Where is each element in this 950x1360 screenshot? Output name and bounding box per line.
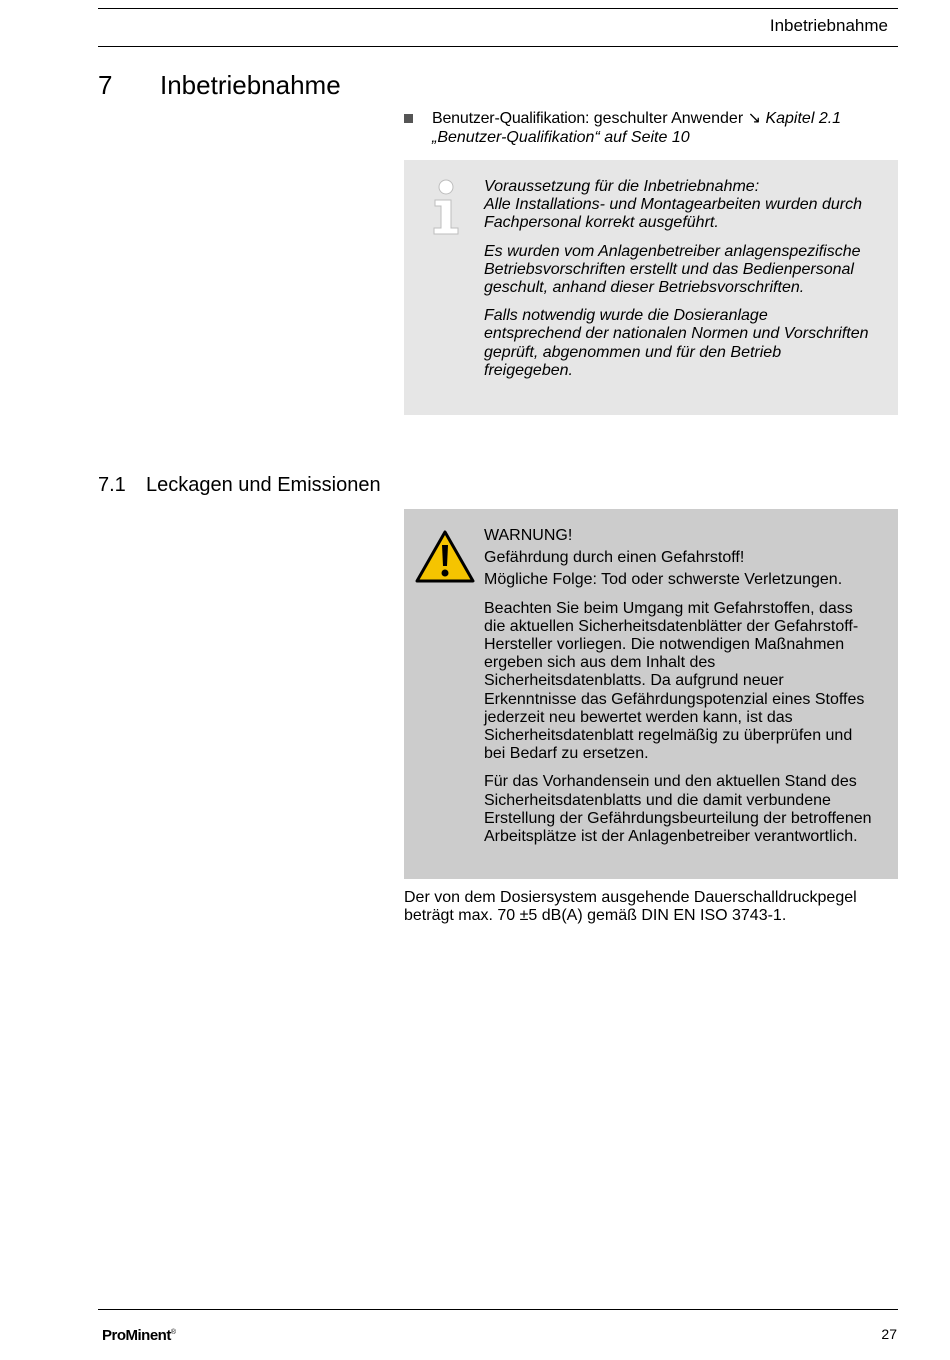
info-box — [404, 160, 898, 415]
qualification-cross-reference[interactable]: Kapitel 2.1 „Benutzer-Qualifikation“ auf Seite 10 — [432, 110, 842, 146]
prominent-logo — [102, 1327, 176, 1344]
info-title: Voraussetzung für die Inbetriebnahme: — [484, 178, 760, 195]
warning-subheading: Gefährdung durch einen Gefahrstoff! — [484, 549, 745, 567]
chapter-title: Inbetriebnahme — [160, 70, 341, 100]
bullet-square-icon — [404, 114, 413, 123]
warning-consequence: Mögliche Folge: Tod oder schwerste Verletzungen. — [484, 571, 843, 589]
info-line-1: Alle Installations- und Montagearbeiten wurden durch Fachpersonal korrekt ausgeführt. — [484, 196, 863, 232]
warning-triangle-icon — [414, 529, 476, 585]
page-number: 27 — [881, 1326, 897, 1342]
logo-text: ProMinent — [102, 1327, 171, 1344]
section-number: 7.1 — [98, 474, 126, 496]
info-line-3: Falls notwendig wurde die Dosieranlage entsprechend der nationalen Normen und Vorschriften geprüft, abgenommen und für den Betrieb freigegeben. — [484, 307, 869, 379]
cross-reference-arrow-icon: ↘ — [747, 110, 761, 127]
qualification-item — [404, 110, 884, 147]
body-paragraph: Der von dem Dosiersystem ausgehende Dauerschalldruckpegel beträgt max. 70 ±5 dB(A) gemäß DIN EN ISO 3743-1. — [404, 889, 857, 925]
qualification-text: geschulter Anwender — [589, 110, 748, 127]
qualification-label: Benutzer-Qualifikation: — [432, 110, 590, 127]
warning-heading: WARNUNG! — [484, 527, 573, 544]
info-icon — [428, 178, 464, 238]
logo-trademark: ® — [170, 1329, 176, 1336]
warning-box — [404, 509, 898, 879]
footer-rule — [98, 1309, 898, 1310]
info-line-2: Es wurden vom Anlagenbetreiber anlagenspezifische Betriebsvorschriften erstellt und das Bedienpersonal geschult, anhand dieser Betriebsvorschriften. — [484, 242, 861, 297]
header-rule-bottom — [98, 46, 898, 47]
running-header-title: Inbetriebnahme — [769, 16, 888, 35]
section-title: Leckagen und Emissionen — [146, 474, 381, 496]
warning-paragraph-2: Für das Vorhandensein und den aktuellen Stand des Sicherheitsdatenblatts und die damit verbundene Erstellung der Gefährdungsbeurteilung der betroffenen Arbeitsplätze ist der Anlagenbetreiber verantwortlich. — [484, 773, 872, 846]
info-content — [484, 178, 869, 390]
header-rule-top — [98, 8, 898, 9]
chapter-number: 7 — [98, 70, 113, 100]
warning-content — [484, 527, 874, 856]
warning-paragraph-1: Beachten Sie beim Umgang mit Gefahrstoffen, dass die aktuellen Sicherheitsdatenblätter der Gefahrstoff-Hersteller vorliegen. Die notwendigen Maßnahmen ergeben sich aus dem Inhalt des Sicherheitsdatenblatts. Da aufgrund neuer Erkenntnisse das Gefährdungspotenzial eines Stoffes jederzeit neu bewertet werden kann, ist das Sicherheitsdatenblatt regelmäßig zu überprüfen und bei Bedarf zu ersetzen. — [484, 599, 865, 763]
